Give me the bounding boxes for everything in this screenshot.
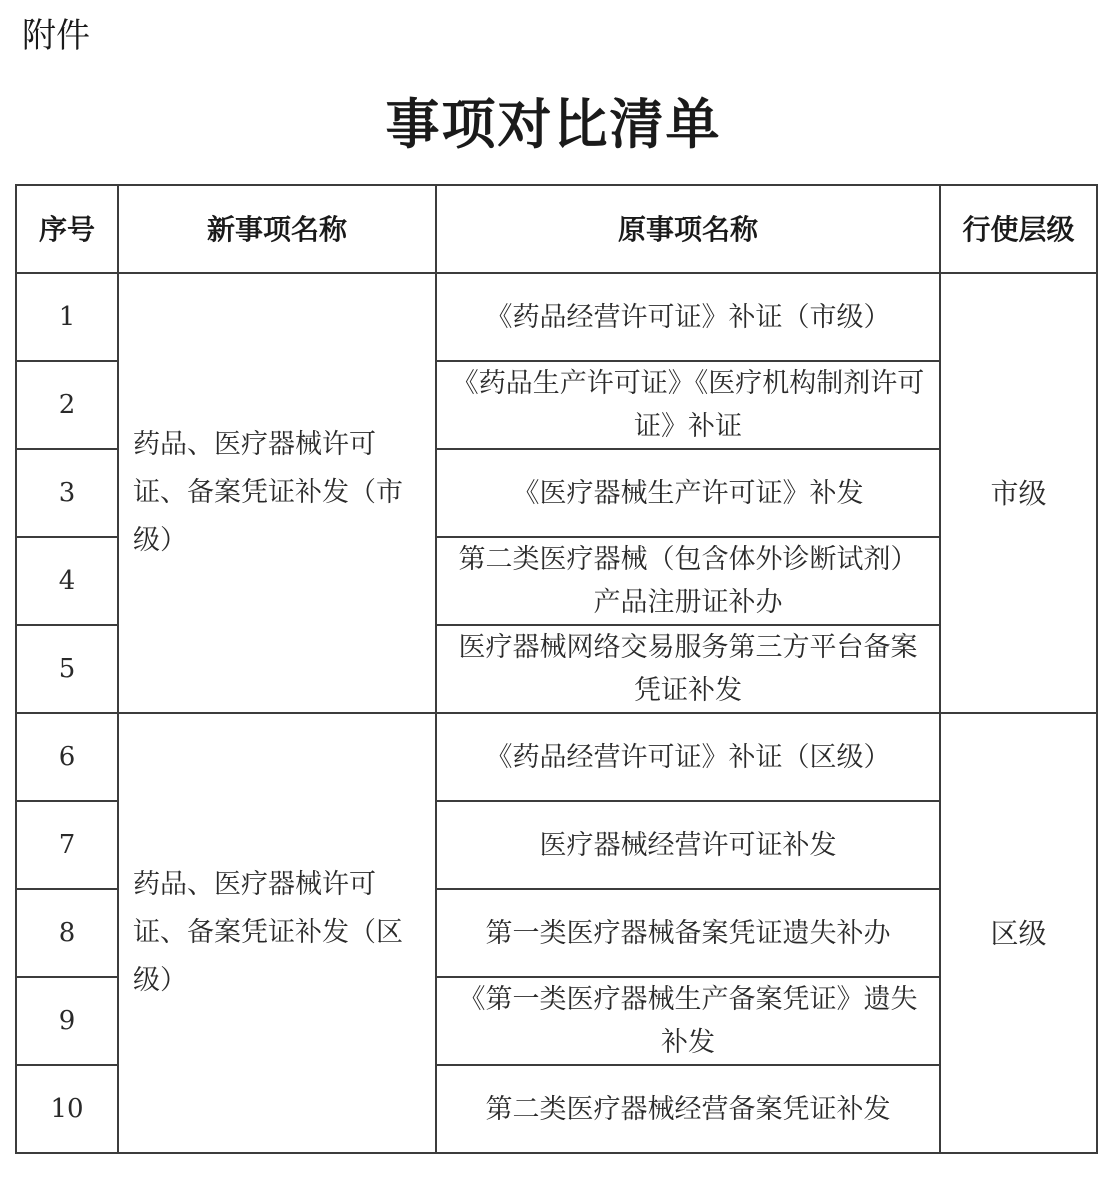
table-row <box>16 273 1097 361</box>
header-seq: 序号 <box>16 185 118 273</box>
level-cell: 区级 <box>940 713 1097 1153</box>
header-level: 行使层级 <box>940 185 1097 273</box>
seq-cell: 3 <box>16 449 118 537</box>
seq-cell: 7 <box>16 801 118 889</box>
old-name-cell: 《医疗器械生产许可证》补发 <box>436 449 940 537</box>
document-title: 事项对比清单 <box>385 92 722 156</box>
old-name-cell: 《第一类医疗器械生产备案凭证》遗失补发 <box>436 977 940 1065</box>
new-name-cell: 药品、医疗器械许可证、备案凭证补发（市级） <box>118 273 436 713</box>
seq-cell: 10 <box>16 1065 118 1153</box>
old-name-cell: 第一类医疗器械备案凭证遗失补办 <box>436 889 940 977</box>
seq-cell: 6 <box>16 713 118 801</box>
table-row <box>16 713 1097 801</box>
attachment-label: 附件 <box>22 16 90 56</box>
old-name-cell: 《药品生产许可证》《医疗机构制剂许可证》补证 <box>436 361 940 449</box>
new-name-cell: 药品、医疗器械许可证、备案凭证补发（区级） <box>118 713 436 1153</box>
seq-cell: 8 <box>16 889 118 977</box>
comparison-table <box>15 184 1098 1154</box>
header-new-name: 新事项名称 <box>118 185 436 273</box>
old-name-cell: 《药品经营许可证》补证（区级） <box>436 713 940 801</box>
table-header-row <box>16 185 1097 273</box>
seq-cell: 5 <box>16 625 118 713</box>
old-name-cell: 第二类医疗器械（包含体外诊断试剂）产品注册证补办 <box>436 537 940 625</box>
seq-cell: 1 <box>16 273 118 361</box>
seq-cell: 9 <box>16 977 118 1065</box>
seq-cell: 4 <box>16 537 118 625</box>
old-name-cell: 《药品经营许可证》补证（市级） <box>436 273 940 361</box>
level-cell: 市级 <box>940 273 1097 713</box>
old-name-cell: 第二类医疗器械经营备案凭证补发 <box>436 1065 940 1153</box>
old-name-cell: 医疗器械网络交易服务第三方平台备案凭证补发 <box>436 625 940 713</box>
old-name-cell: 医疗器械经营许可证补发 <box>436 801 940 889</box>
seq-cell: 2 <box>16 361 118 449</box>
header-old-name: 原事项名称 <box>436 185 940 273</box>
